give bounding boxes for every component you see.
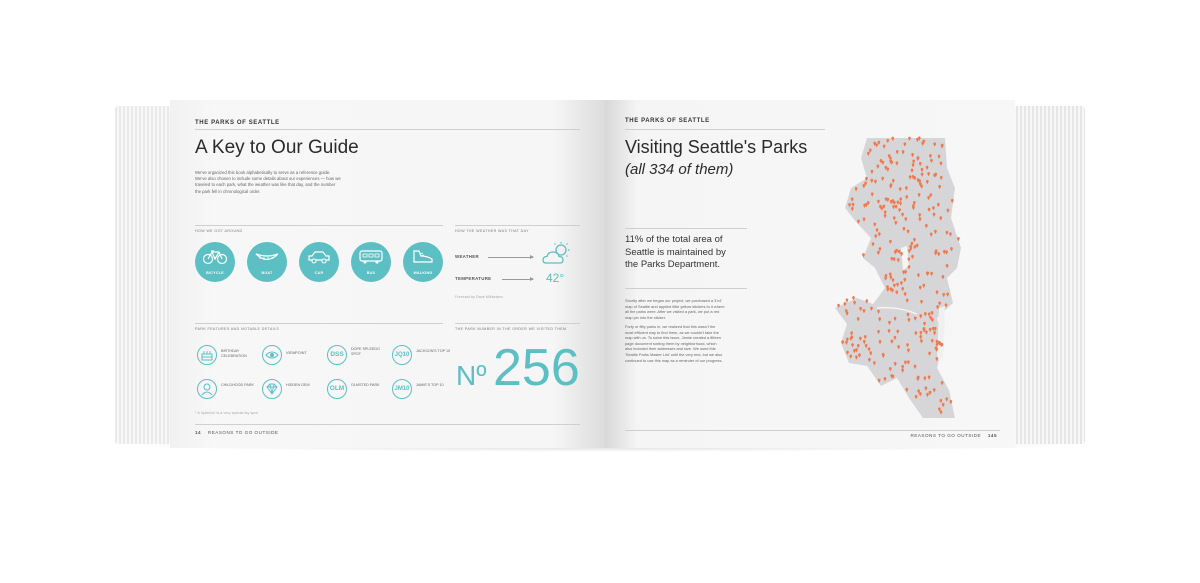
dss-badge-icon: DSS <box>327 345 347 365</box>
feature-label: HIDDEN GEM <box>286 383 310 387</box>
running-head: THE PARKS OF SEATTLE <box>625 118 710 124</box>
transport-car <box>299 242 339 282</box>
intro-text <box>195 170 365 195</box>
feature-label: JAMIE'S TOP 10 <box>416 383 444 387</box>
park-pin <box>846 298 849 302</box>
feature-label: CHILDHOOD PARK <box>221 383 254 387</box>
body-line: page document sorting them by neighborhood, which <box>625 340 717 346</box>
cake-icon <box>197 345 217 365</box>
body-line: also included their addresses and size. We used this <box>625 346 716 352</box>
feature-label: DOPE SPLEEDO SPOT <box>351 347 380 356</box>
weather-arrow <box>488 257 533 258</box>
callout-text <box>625 234 745 272</box>
transport-bus <box>351 242 391 282</box>
features-rule <box>195 323 443 324</box>
body-paragraph-2 <box>625 324 747 363</box>
transport-label: BICYCLE <box>206 271 224 275</box>
page-edges-right <box>1010 106 1085 444</box>
body-line: map with us. To solve this issue, Jamie created a fifteen <box>625 335 721 341</box>
features-note: * A 'spleedo' is a very special lay spot <box>195 411 258 415</box>
intro-line: traveled to each park, what the weather was like that day, and the number <box>195 182 336 188</box>
intro-line: We've organized this book alphabetically to serve as a reference guide. <box>195 170 331 175</box>
transport-label: BOAT <box>261 271 273 275</box>
transport-boat <box>247 242 287 282</box>
body-line: most efficient way to find them, as we couldn't take the <box>625 329 719 335</box>
page-title: A Key to Our Guide <box>195 137 359 158</box>
header-rule <box>625 129 825 130</box>
callout-rule-top <box>625 228 747 229</box>
transport-label: BUS <box>366 271 376 275</box>
open-book <box>115 100 1085 448</box>
left-footer <box>195 430 278 435</box>
weather-label: WEATHER <box>455 254 479 259</box>
page-subtitle: (all 334 of them) <box>625 161 734 178</box>
body-line: continued to use this map as a reminder of our progress. <box>625 357 723 363</box>
callout-rule-bottom <box>625 288 747 289</box>
weather-heading: HOW THE WEATHER WAS THAT DAY <box>455 229 529 233</box>
transport-heading: HOW WE GOT AROUND <box>195 229 243 233</box>
body-line: all the parks were. After we visited a park, we put a red <box>625 309 720 315</box>
transport-label: CAR <box>314 271 324 275</box>
car-icon <box>307 249 331 265</box>
callout-line: 11% of the total area of <box>625 234 723 245</box>
left-page <box>170 100 605 448</box>
body-line: Shortly after we began our project, we purchased a 3'x4' <box>625 298 722 303</box>
shoe-icon <box>411 249 435 265</box>
seattle-land <box>835 138 961 418</box>
jq10-badge-icon: JQ10 <box>392 345 412 365</box>
order-prefix: Nº <box>456 360 487 391</box>
footer-title: REASONS TO GO OUTSIDE <box>207 430 279 435</box>
callout-line: the Parks Department. <box>625 259 721 271</box>
bicycle-icon <box>203 249 227 265</box>
page-number: 145 <box>987 433 997 438</box>
intro-line: the park fell in chronological order. <box>195 188 261 194</box>
running-head: THE PARKS OF SEATTLE <box>195 120 280 126</box>
feature-label: BIRTHDAY CELEBRATION <box>221 349 247 358</box>
feature-label: VIEWPOINT <box>286 351 307 355</box>
body-line: Forty or fifty parks in, we realized that this wasn't the <box>625 324 716 329</box>
temperature-arrow <box>502 279 533 280</box>
footer-rule <box>625 430 1000 431</box>
bus-icon <box>359 249 383 265</box>
olm-badge-icon: OLM <box>327 379 347 399</box>
page-title: Visiting Seattle's Parks <box>625 137 808 157</box>
temperature-value: 42° <box>546 271 565 285</box>
transport-label: WALKING <box>413 271 433 275</box>
features-heading: PARK FEATURES AND NOTABLE DETAILS <box>195 327 280 331</box>
right-page <box>605 100 1015 448</box>
partly-cloudy-icon <box>542 241 572 267</box>
weather-rule <box>455 225 580 226</box>
order-rule <box>455 323 580 324</box>
transport-walking <box>403 242 443 282</box>
weather-caption: Forecast by Dave Mikkelsen <box>455 295 503 299</box>
body-line: 'Seattle Parks Master List' until the very end, but we also <box>625 351 723 357</box>
gem-icon <box>262 379 282 399</box>
eye-icon <box>262 345 282 365</box>
callout-line: Seattle is maintained by <box>625 246 726 258</box>
page-number: 14 <box>195 430 202 435</box>
temperature-label: TEMPERATURE <box>455 276 492 281</box>
transport-bicycle <box>195 242 235 282</box>
feature-label: JACKSON'S TOP 10 <box>416 349 451 353</box>
order-heading: THE PARK NUMBER IN THE ORDER WE VISITED THEM <box>455 327 567 331</box>
header-rule <box>195 129 580 130</box>
right-footer <box>910 433 997 438</box>
boat-icon <box>255 249 279 265</box>
intro-line: We've also chosen to include some details about our experiences — how we <box>195 176 341 182</box>
child-icon <box>197 379 217 399</box>
footer-title: REASONS TO GO OUTSIDE <box>910 433 982 438</box>
body-line: map of Seattle and applied little yellow stickers to it where <box>625 303 725 309</box>
seattle-parks-map <box>827 128 967 428</box>
order-number: 256 <box>493 339 580 397</box>
jm10-badge-icon: JM10 <box>392 379 412 399</box>
footer-rule <box>195 424 580 425</box>
page-edges-left <box>115 106 177 444</box>
body-paragraph-1 <box>625 298 747 320</box>
feature-label: OLMSTED PARK <box>351 383 380 387</box>
transport-rule <box>195 225 443 226</box>
body-line: map pin into the sticker. <box>625 314 666 320</box>
